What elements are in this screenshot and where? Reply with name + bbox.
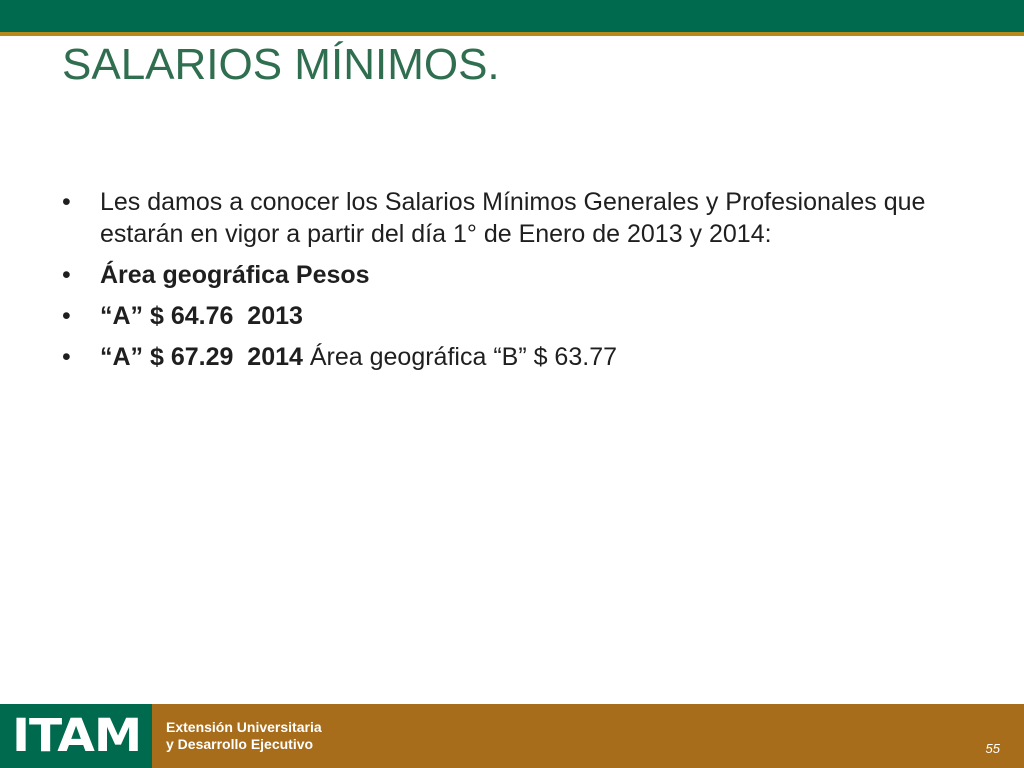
bullet-list xyxy=(62,186,962,382)
bullet-icon: • xyxy=(62,302,71,330)
bullet-text-bold: “A” $ 67.29 2014 xyxy=(100,343,303,371)
bullet-icon: • xyxy=(62,343,71,371)
institution-name xyxy=(166,719,322,753)
bullet-text: Área geográfica “B” $ 63.77 xyxy=(302,343,617,371)
footer-bar xyxy=(0,704,1024,768)
bullet-item xyxy=(62,341,962,373)
bullet-text-bold: “A” $ 64.76 2013 xyxy=(100,302,303,330)
institution-line-1: Extensión Universitaria xyxy=(166,719,322,735)
page-number: 55 xyxy=(985,741,1000,756)
bullet-icon: • xyxy=(62,188,71,216)
header-stripe xyxy=(0,32,1024,36)
itam-logo xyxy=(0,704,152,768)
bullet-text-bold: Área geográfica Pesos xyxy=(100,261,370,289)
bullet-text: Les damos a conocer los Salarios Mínimos Generales y Profesionales que estarán en vigor a partir del día 1° de Enero de 2013 y 2014: xyxy=(100,188,926,248)
bullet-item xyxy=(62,186,962,250)
slide-title: SALARIOS MÍNIMOS. xyxy=(62,40,500,89)
bullet-icon: • xyxy=(62,261,71,289)
logo-wordmark: ITAM xyxy=(12,709,142,762)
institution-line-2: y Desarrollo Ejecutivo xyxy=(166,736,314,752)
header-bar xyxy=(0,0,1024,32)
bullet-item xyxy=(62,300,962,332)
bullet-item xyxy=(62,259,962,291)
